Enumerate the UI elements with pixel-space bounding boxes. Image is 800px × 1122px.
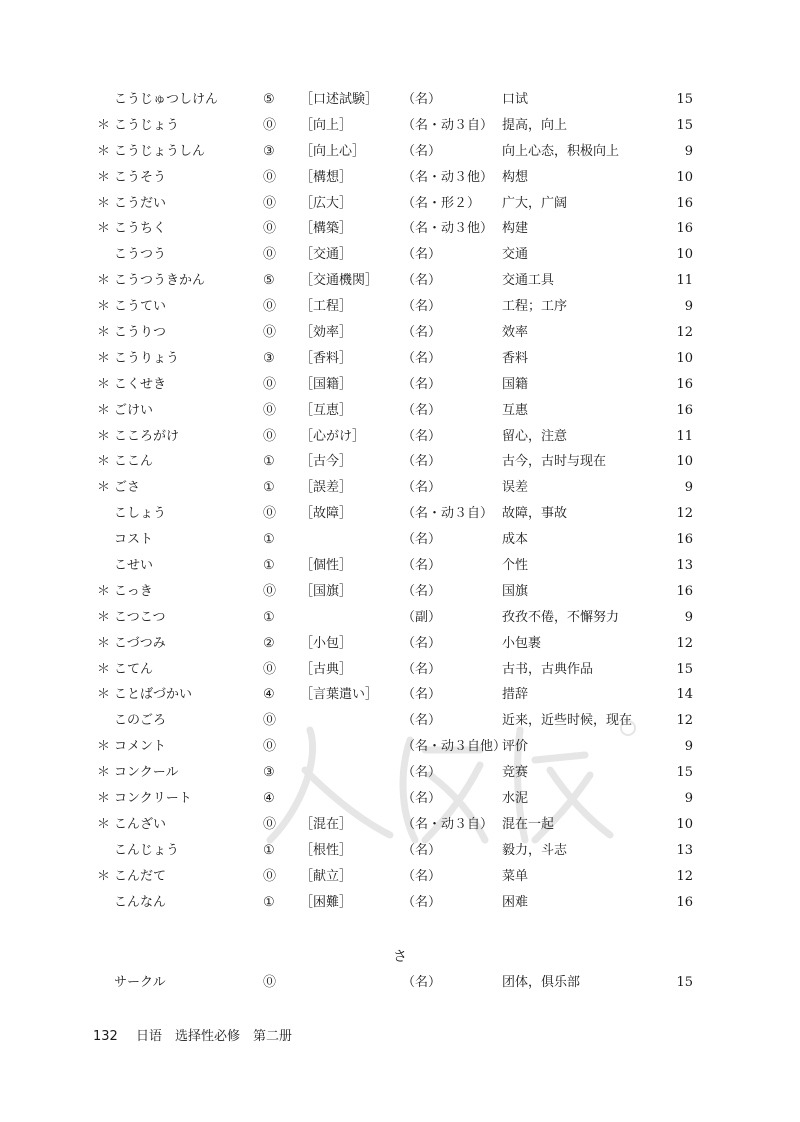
accent-number: ⓪ (263, 975, 277, 990)
book-title: 日语 选择性必修 第二册 (135, 1029, 292, 1044)
entry-reading: コスト (114, 532, 154, 548)
entry-reading: ごけい (114, 402, 154, 418)
key-word-mark: ＊ (97, 299, 111, 315)
key-word-mark: ＊ (97, 609, 111, 625)
list-item (0, 372, 800, 398)
chinese-meaning: 混在一起 (502, 816, 555, 832)
list-item (0, 734, 800, 760)
chinese-meaning: 效率 (502, 325, 529, 341)
list-item (0, 657, 800, 683)
entry-reading: こうつう (114, 247, 167, 263)
key-word-mark: ＊ (97, 791, 111, 807)
accent-number: ① (263, 532, 275, 548)
entry-reading: ごさ (114, 480, 141, 496)
part-of-speech: （名） (402, 402, 442, 418)
chinese-meaning: 构建 (502, 221, 529, 237)
chinese-meaning: 故障，事故 (502, 506, 568, 522)
entry-reading: こうじゅつしけん (114, 92, 219, 107)
key-word-mark: ＊ (97, 402, 111, 418)
accent-number: ⓪ (263, 247, 277, 263)
list-item (0, 191, 800, 217)
part-of-speech: （名） (402, 842, 442, 858)
accent-number: ⓪ (263, 299, 277, 315)
list-item (0, 449, 800, 475)
key-word-mark: ＊ (97, 635, 111, 651)
list-item (0, 786, 800, 812)
accent-number: ① (263, 842, 275, 858)
list-item (0, 475, 800, 501)
list-item (0, 424, 800, 450)
entry-reading: こつこつ (114, 609, 166, 625)
key-word-mark: ＊ (97, 350, 111, 366)
entry-reading: コンクール (114, 765, 179, 781)
accent-number: ⓪ (263, 428, 277, 444)
accent-number: ⓪ (263, 739, 277, 755)
entry-reading: こうじょう (114, 117, 180, 133)
chinese-meaning: 个性 (502, 558, 529, 574)
chinese-meaning: 菜单 (502, 868, 529, 884)
key-word-mark: ＊ (97, 687, 111, 703)
lesson-number: 15 (676, 765, 693, 781)
chinese-meaning: 孜孜不倦，不懈努力 (502, 609, 620, 625)
chinese-meaning: 国籍 (502, 376, 529, 392)
entry-kanji: ［広大］ (300, 195, 353, 211)
part-of-speech: （名） (402, 325, 442, 341)
accent-number: ⓪ (263, 376, 277, 392)
part-of-speech: （名） (402, 376, 442, 392)
chinese-meaning: 近来，近些时候，现在 (502, 713, 633, 729)
entry-kanji: ［工程］ (300, 299, 353, 315)
list-item (0, 113, 800, 139)
list-item (0, 553, 800, 579)
entry-kanji: ［国旗］ (300, 583, 353, 599)
chinese-meaning: 留心，注意 (502, 428, 568, 444)
list-item (0, 605, 800, 631)
entry-reading: こづつみ (114, 635, 166, 651)
key-word-mark: ＊ (97, 868, 111, 884)
accent-number: ⓪ (263, 195, 277, 211)
vocabulary-list-sa (0, 970, 800, 996)
entry-reading: こうてい (114, 299, 167, 315)
entry-kanji: ［構想］ (300, 169, 353, 185)
part-of-speech: （名） (402, 532, 442, 548)
key-word-mark: ＊ (97, 195, 111, 211)
page-number: 132 (93, 1029, 118, 1044)
lesson-number: 10 (676, 816, 693, 832)
key-word-mark: ＊ (97, 169, 111, 185)
entry-reading: こんなん (114, 894, 167, 910)
key-word-mark: ＊ (97, 454, 111, 470)
entry-reading: このごろ (114, 713, 167, 729)
entry-reading: こうりつ (114, 325, 167, 341)
chinese-meaning: 竞赛 (502, 765, 529, 781)
accent-number: ⓪ (263, 402, 277, 418)
list-item (0, 970, 800, 996)
entry-kanji: ［古典］ (300, 661, 353, 677)
list-item (0, 501, 800, 527)
chinese-meaning: 国旗 (502, 583, 529, 599)
list-item (0, 398, 800, 424)
chinese-meaning: 困难 (502, 894, 529, 910)
list-item (0, 838, 800, 864)
accent-number: ② (263, 635, 275, 651)
accent-number: ④ (263, 687, 275, 703)
part-of-speech: （名・动３自） (402, 816, 494, 832)
list-item (0, 760, 800, 786)
list-item (0, 87, 800, 113)
entry-reading: こうじょうしん (114, 143, 206, 159)
entry-reading: こんだて (114, 868, 167, 884)
chinese-meaning: 水泥 (502, 791, 529, 807)
entry-kanji: ［小包］ (300, 635, 353, 651)
list-item (0, 527, 800, 553)
chinese-meaning: 香料 (502, 350, 529, 366)
lesson-number: 15 (676, 117, 693, 133)
list-item (0, 708, 800, 734)
lesson-number: 9 (684, 143, 693, 159)
part-of-speech: （名） (402, 247, 442, 263)
lesson-number: 12 (676, 635, 693, 651)
lesson-number: 9 (684, 299, 693, 315)
entry-kanji: ［混在］ (300, 816, 353, 832)
part-of-speech: （名・动３自） (402, 506, 494, 522)
entry-reading: こうだい (114, 195, 167, 211)
accent-number: ③ (263, 765, 275, 781)
accent-number: ⓪ (263, 583, 277, 599)
part-of-speech: （名） (402, 687, 442, 703)
entry-reading: コンクリート (114, 791, 192, 807)
entry-reading: こうそう (114, 169, 167, 185)
part-of-speech: （名） (402, 143, 442, 159)
list-item (0, 579, 800, 605)
part-of-speech: （名） (402, 92, 442, 107)
entry-kanji: ［向上］ (300, 117, 353, 133)
chinese-meaning: 广大，广阔 (502, 195, 568, 211)
chinese-meaning: 互惠 (502, 402, 529, 418)
list-item (0, 864, 800, 890)
list-item (0, 216, 800, 242)
part-of-speech: （名） (402, 273, 442, 289)
entry-reading: こんじょう (114, 842, 180, 858)
part-of-speech: （名） (402, 765, 442, 781)
key-word-mark: ＊ (97, 143, 111, 159)
lesson-number: 15 (676, 661, 693, 677)
part-of-speech: （名） (402, 583, 442, 599)
lesson-number: 16 (676, 221, 693, 237)
part-of-speech: （名） (402, 428, 442, 444)
lesson-number: 10 (676, 169, 693, 185)
key-word-mark: ＊ (97, 273, 111, 289)
part-of-speech: （名・动３自） (402, 117, 494, 133)
entry-kanji: ［香料］ (300, 350, 353, 366)
lesson-number: 11 (676, 428, 693, 444)
entry-reading: こせい (114, 558, 154, 574)
lesson-number: 13 (676, 842, 693, 858)
part-of-speech: （名・动３他） (402, 169, 494, 185)
accent-number: ⓪ (263, 868, 277, 884)
accent-number: ⓪ (263, 816, 277, 832)
vocabulary-list (0, 87, 800, 916)
entry-kanji: ［向上心］ (300, 143, 366, 159)
part-of-speech: （名） (402, 480, 442, 496)
part-of-speech: （名・动３自他） (402, 739, 507, 755)
entry-kanji: ［心がけ］ (300, 428, 366, 444)
part-of-speech: （名） (402, 791, 442, 807)
accent-number: ⑤ (263, 273, 275, 289)
key-word-mark: ＊ (97, 325, 111, 341)
accent-number: ⓪ (263, 661, 277, 677)
list-item (0, 165, 800, 191)
entry-kanji: ［誤差］ (300, 480, 353, 496)
chinese-meaning: 古书，古典作品 (502, 661, 594, 677)
part-of-speech: （名） (402, 635, 442, 651)
part-of-speech: （名） (402, 713, 442, 729)
accent-number: ① (263, 609, 275, 625)
list-item (0, 268, 800, 294)
lesson-number: 14 (676, 687, 693, 703)
lesson-number: 12 (676, 325, 693, 341)
lesson-number: 16 (676, 376, 693, 392)
lesson-number: 12 (676, 506, 693, 522)
entry-kanji: ［交通機関］ (300, 273, 379, 289)
key-word-mark: ＊ (97, 117, 111, 133)
key-word-mark: ＊ (97, 739, 111, 755)
entry-kanji: ［個性］ (300, 558, 353, 574)
entry-kanji: ［困難］ (300, 894, 353, 910)
entry-kanji: ［献立］ (300, 868, 353, 884)
key-word-mark: ＊ (97, 583, 111, 599)
chinese-meaning: 误差 (502, 480, 529, 496)
lesson-number: 16 (676, 532, 693, 548)
accent-number: ① (263, 894, 275, 910)
lesson-number: 12 (676, 868, 693, 884)
key-word-mark: ＊ (97, 221, 111, 237)
key-word-mark: ＊ (97, 816, 111, 832)
entry-kanji: ［国籍］ (300, 376, 353, 392)
lesson-number: 16 (676, 195, 693, 211)
lesson-number: 11 (676, 273, 693, 289)
entry-reading: こうちく (114, 221, 167, 237)
key-word-mark: ＊ (97, 428, 111, 444)
accent-number: ③ (263, 350, 275, 366)
entry-reading: こてん (114, 661, 154, 677)
accent-number: ① (263, 480, 275, 496)
entry-reading: こんざい (114, 816, 167, 832)
lesson-number: 16 (676, 402, 693, 418)
entry-reading: こうつうきかん (114, 273, 206, 289)
accent-number: ④ (263, 791, 275, 807)
entry-reading: こうりょう (114, 350, 180, 366)
list-item (0, 682, 800, 708)
chinese-meaning: 团体，俱乐部 (502, 975, 581, 990)
accent-number: ⓪ (263, 713, 277, 729)
accent-number: ⑤ (263, 92, 275, 107)
chinese-meaning: 古今，古时与现在 (502, 454, 607, 470)
list-item (0, 890, 800, 916)
part-of-speech: （名・动３他） (402, 221, 494, 237)
part-of-speech: （名） (402, 975, 442, 990)
chinese-meaning: 向上心态，积极向上 (502, 143, 620, 159)
entry-reading: ことばづかい (114, 687, 193, 703)
entry-reading: こっき (114, 583, 153, 599)
entry-kanji: ［効率］ (300, 325, 353, 341)
entry-kanji: ［互恵］ (300, 402, 353, 418)
accent-number: ① (263, 454, 275, 470)
lesson-number: 16 (676, 583, 693, 599)
part-of-speech: （名） (402, 299, 442, 315)
entry-kanji: ［構築］ (300, 221, 353, 237)
part-of-speech: （名） (402, 454, 442, 470)
entry-kanji: ［故障］ (300, 506, 353, 522)
section-heading: さ (393, 949, 407, 965)
chinese-meaning: 工程；工序 (502, 299, 568, 315)
part-of-speech: （名） (402, 661, 442, 677)
lesson-number: 9 (684, 791, 693, 807)
part-of-speech: （名・形２） (402, 195, 481, 211)
accent-number: ⓪ (263, 169, 277, 185)
part-of-speech: （名） (402, 868, 442, 884)
entry-reading: こしょう (114, 506, 167, 522)
page-footer (93, 1027, 292, 1047)
accent-number: ⓪ (263, 221, 277, 237)
key-word-mark: ＊ (97, 765, 111, 781)
chinese-meaning: 口试 (502, 92, 529, 107)
chinese-meaning: 小包裹 (502, 635, 542, 651)
lesson-number: 9 (684, 609, 693, 625)
lesson-number: 12 (676, 713, 693, 729)
accent-number: ⓪ (263, 506, 277, 522)
lesson-number: 13 (676, 558, 693, 574)
lesson-number: 15 (676, 92, 693, 107)
list-item (0, 294, 800, 320)
entry-reading: こころがけ (114, 428, 180, 444)
chinese-meaning: 成本 (502, 532, 529, 548)
list-item (0, 242, 800, 268)
entry-kanji: ［交通］ (300, 247, 353, 263)
accent-number: ① (263, 558, 275, 574)
entry-reading: サークル (114, 975, 166, 990)
chinese-meaning: 交通工具 (502, 273, 555, 289)
accent-number: ③ (263, 143, 275, 159)
accent-number: ⓪ (263, 325, 277, 341)
lesson-number: 10 (676, 247, 693, 263)
key-word-mark: ＊ (97, 480, 111, 496)
lesson-number: 10 (676, 350, 693, 366)
list-item (0, 812, 800, 838)
chinese-meaning: 构想 (502, 169, 529, 185)
chinese-meaning: 提高，向上 (502, 117, 568, 133)
lesson-number: 9 (684, 480, 693, 496)
lesson-number: 15 (676, 975, 693, 990)
lesson-number: 9 (684, 739, 693, 755)
lesson-number: 16 (676, 894, 693, 910)
chinese-meaning: 评价 (502, 739, 529, 755)
entry-kanji: ［根性］ (300, 842, 353, 858)
list-item (0, 320, 800, 346)
entry-reading: コメント (114, 739, 167, 755)
list-item (0, 139, 800, 165)
chinese-meaning: 交通 (502, 247, 529, 263)
chinese-meaning: 毅力，斗志 (502, 842, 568, 858)
chinese-meaning: 措辞 (502, 687, 529, 703)
part-of-speech: （副） (402, 609, 442, 625)
key-word-mark: ＊ (97, 376, 111, 392)
entry-kanji: ［古今］ (300, 454, 353, 470)
entry-kanji: ［言葉遣い］ (300, 687, 379, 703)
lesson-number: 10 (676, 454, 693, 470)
list-item (0, 631, 800, 657)
part-of-speech: （名） (402, 894, 442, 910)
part-of-speech: （名） (402, 558, 442, 574)
list-item (0, 346, 800, 372)
entry-reading: ここん (114, 454, 154, 470)
accent-number: ⓪ (263, 117, 277, 133)
key-word-mark: ＊ (97, 661, 111, 677)
part-of-speech: （名） (402, 350, 442, 366)
entry-kanji: ［口述試験］ (300, 92, 379, 107)
entry-reading: こくせき (114, 376, 167, 392)
